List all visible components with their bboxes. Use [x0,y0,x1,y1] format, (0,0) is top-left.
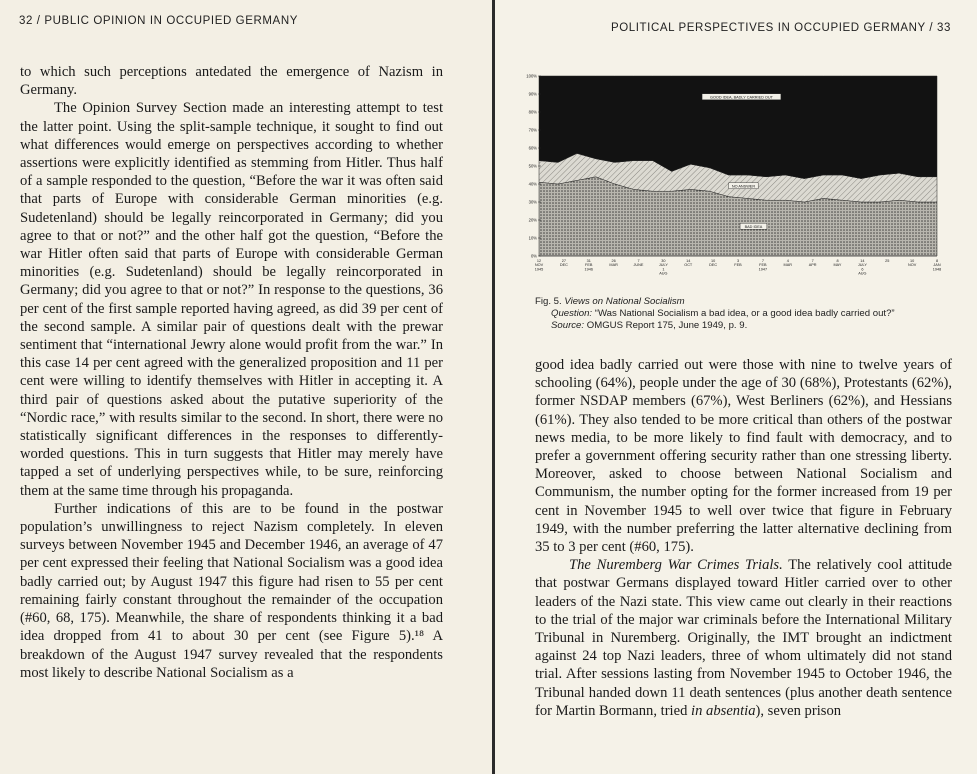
x-tick-label: 4 MAR [783,259,792,268]
x-tick-label: 31 FEB 1946 [584,259,593,272]
x-tick-label: 25 [885,259,890,263]
source-text: OMGUS Report 175, June 1949, p. 9. [586,320,748,331]
figure-5-chart [519,70,941,286]
paragraph: to which such perceptions antedated the emergence of Nazism in Germany. [20,64,443,99]
question-label: Question: [551,308,593,319]
italic-term: in absentia [691,702,756,719]
paragraph: The Opinion Survey Section made an interesting attempt to test the latter point. Using the split-sample technique, it sought to find out what differences would emerge on perspectives according to whether assertions were explicitly identified as stemming from Hitler. Thus half of a sample responded to the question, “Before the war it was often said that parts of Europe with considerable German minorities (e.g. Sudetenland) should be legally reincorporated in Germany; did you agree to that or not?” and the other half got the question, “Before the war Hitler often said that parts of Europe with considerable German minorities (e.g. Sudetenland) should be legally reincorporated in Germany; did you agree to that or not?” In response to the questions, 36 per cent of the first sample reported having agreed, as did 39 per cent of the second sample. A similar pair of questions dealt with the prewar sentiment that “international Jewry alone would profit from the war.” In this case 14 per cent agreed with the generalized proposition and 11 per cent were willing to identify themselves with Hitler in accepting it. A third pair of questions asked about the putative superiority of the “Nordic race,” with results similar to the second. In short, there were no statistically significant differences in the responses to differently-worded questions. This in turn suggests that Hitler may merely have tapped a set of underlying perspectives while, to be sure, reinforcing them at the same time through his propaganda. [20,100,443,499]
x-tick-label: 10 NOV [908,259,917,268]
x-tick-label: 7 FEB 1947 [758,259,768,272]
y-tick-label: 0% [530,253,537,259]
x-tick-label: 12 NOV 1945 [534,259,544,272]
source-label: Source: [551,320,585,331]
right-page [495,0,977,774]
running-header: 32 / PUBLIC OPINION IN OCCUPIED GERMANY [19,15,299,27]
y-tick-label: 20% [528,217,537,223]
x-tick-label: 3 FEB [734,259,742,268]
x-tick-label: 8 JAN 1948 [932,259,941,272]
figure-label: Fig. 5. [535,296,562,307]
body-text [535,356,952,720]
x-tick-label: 8 MAY [833,259,842,268]
x-tick-label: 30 JULY 1 AUG [658,259,668,276]
x-tick-label: 14 JULY 6 AUG [857,259,867,276]
paragraph: good idea badly carried out were those with nine to twelve years of schooling (64%), people under the age of 30 (68%), Protestants (62%), former NSDAP members (67%), West Berliners (62%), and Hessians (61%). They also tended to be more critical than others of the postwar news media, to be more likely to find fault with democracy, and to prefer a government offering security rather than one stressing liberty. Moreover, asked to choose between National Socialism and Communism, the number opting for the former increased from 19 per cent in November 1945 to well over twice that figure in February 1949, with the number preferring the latter alternative declining from 35 to 3 per cent (#60, 175). [535,357,952,556]
y-tick-label: 30% [528,199,537,205]
y-tick-label: 50% [528,163,537,169]
series-label: GOOD IDEA, BADLY CARRIED OUT [709,95,773,100]
question-text: “Was National Socialism a bad idea, or a good idea badly carried out?” [594,308,895,319]
running-header: POLITICAL PERSPECTIVES IN OCCUPIED GERMANY / 33 [610,22,951,34]
y-tick-label: 80% [528,109,537,115]
x-tick-label: 7 APR [808,259,817,268]
x-tick-label: 26 MAR [609,259,618,268]
y-tick-label: 70% [528,127,537,133]
chart-canvas [519,70,941,286]
x-tick-label: 10 DEC [709,259,718,268]
x-tick-label: 7 JUNE [633,259,644,268]
x-tick-label: 27 DEC [559,259,568,268]
body-text [20,63,443,682]
y-tick-label: 10% [528,235,537,241]
figure-caption [535,296,965,332]
y-tick-label: 100% [526,73,537,79]
y-tick-label: 90% [528,91,537,97]
figure-title: Views on National Socialism [564,296,685,307]
series-label: BAD IDEA [744,224,763,229]
x-tick-label: 14 OCT [684,259,693,268]
y-tick-label: 40% [528,181,537,187]
series-label: NO ANSWER [731,184,756,189]
paragraph [535,556,952,720]
section-run-in-title: The Nuremberg War Crimes Trials. [569,557,783,574]
paragraph-text: The relatively cool attitude that postwar Germans displayed toward Hitler carried over to other leaders of the Nazi state. This view came out clearly in their reactions to the trial of the major war criminals before the International Military Tribunal in Nuremberg. Originally, the IMT brought an indictment against 24 top Nazi leaders, three of whom ultimately did not stand trial. After sessions lasting from November 1945 to October 1946, the Tribunal handed down 11 death sentences (plus another death sentence for Martin Bormann, tried [535,557,952,719]
paragraph: Further indications of this are to be found in the postwar population’s unwillingness to reject Nazism completely. In eleven surveys between November 1945 and December 1946, an average of 47 per cent expressed their feeling that National Socialism was a good idea badly carried out; by August 1947 this figure had risen to 55 per cent remaining fairly constant throughout the remainder of the occupation (#60, 68, 175). Meanwhile, the share of respondents thinking it a bad idea dropped from 41 to about 30 per cent (see Figure 5).¹⁸ A breakdown of the August 1947 survey revealed that the respondents most likely to describe National Socialism as a [20,500,443,681]
y-tick-label: 60% [528,145,537,151]
paragraph-text: ), seven prison [755,702,842,719]
